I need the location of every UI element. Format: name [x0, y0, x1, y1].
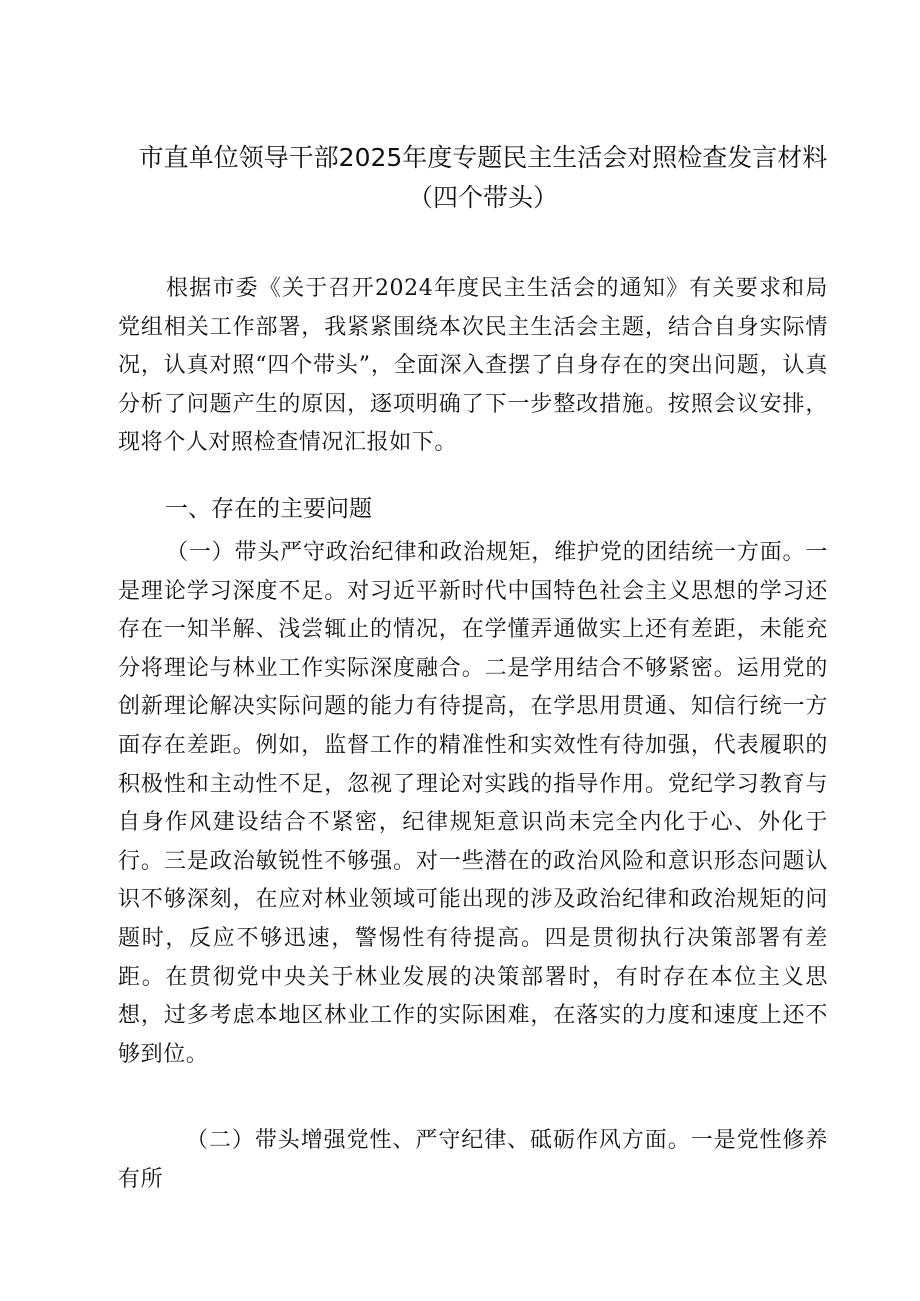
body-paragraph-1: （一）带头严守政治纪律和政治规矩，维护党的团结统一方面。一是理论学习深度不足。对习近平新时代中国特色社会主义思想的学习还存在一知半解、浅尝辄止的情况，在学懂弄通做实上还有差距，未能充分将理论与林业工作实际深度融合。二是学用结合不够紧密。运用党的创新理论解决实际问题的能力有待提高，在学思用贯通、知信行统一方面存在差距。例如，监督工作的精准性和实效性有待加强，代表履职的积极性和主动性不足，忽视了理论对实践的指导作用。党纪学习教育与自身作风建设结合不紧密，纪律规矩意识尚未完全内化于心、外化于行。三是政治敏锐性不够强。对一些潜在的政治风险和意识形态问题认识不够深刻，在应对林业领域可能出现的涉及政治纪律和政治规矩的问题时，反应不够迅速，警惕性有待提高。四是贯彻执行决策部署有差距。在贯彻党中央关于林业发展的决策部署时，有时存在本位主义思想，过多考虑本地区林业工作的实际困难，在落实的力度和速度上还不够到位。 — [118, 540, 828, 1067]
body-paragraph-2: （二）带头增强党性、严守纪律、砥砺作风方面。一是党性修养有所 — [118, 1128, 828, 1192]
intro-paragraph: 根据市委《关于召开2024年度民主生活会的通知》有关要求和局党组相关工作部署，我紧紧围绕本次民主生活会主题，结合自身实际情况，认真对照“四个带头”，全面深入查摆了自身存在的突出问题，认真分析了问题产生的原因，逐项明确了下一步整改措施。按照会议安排，现将个人对照检查情况汇报如下。 — [118, 276, 828, 456]
document-title: 市直单位领导干部2025年度专题民主生活会对照检查发言材料（四个带头） — [138, 143, 828, 212]
section-heading: 一、存在的主要问题 — [165, 496, 372, 522]
